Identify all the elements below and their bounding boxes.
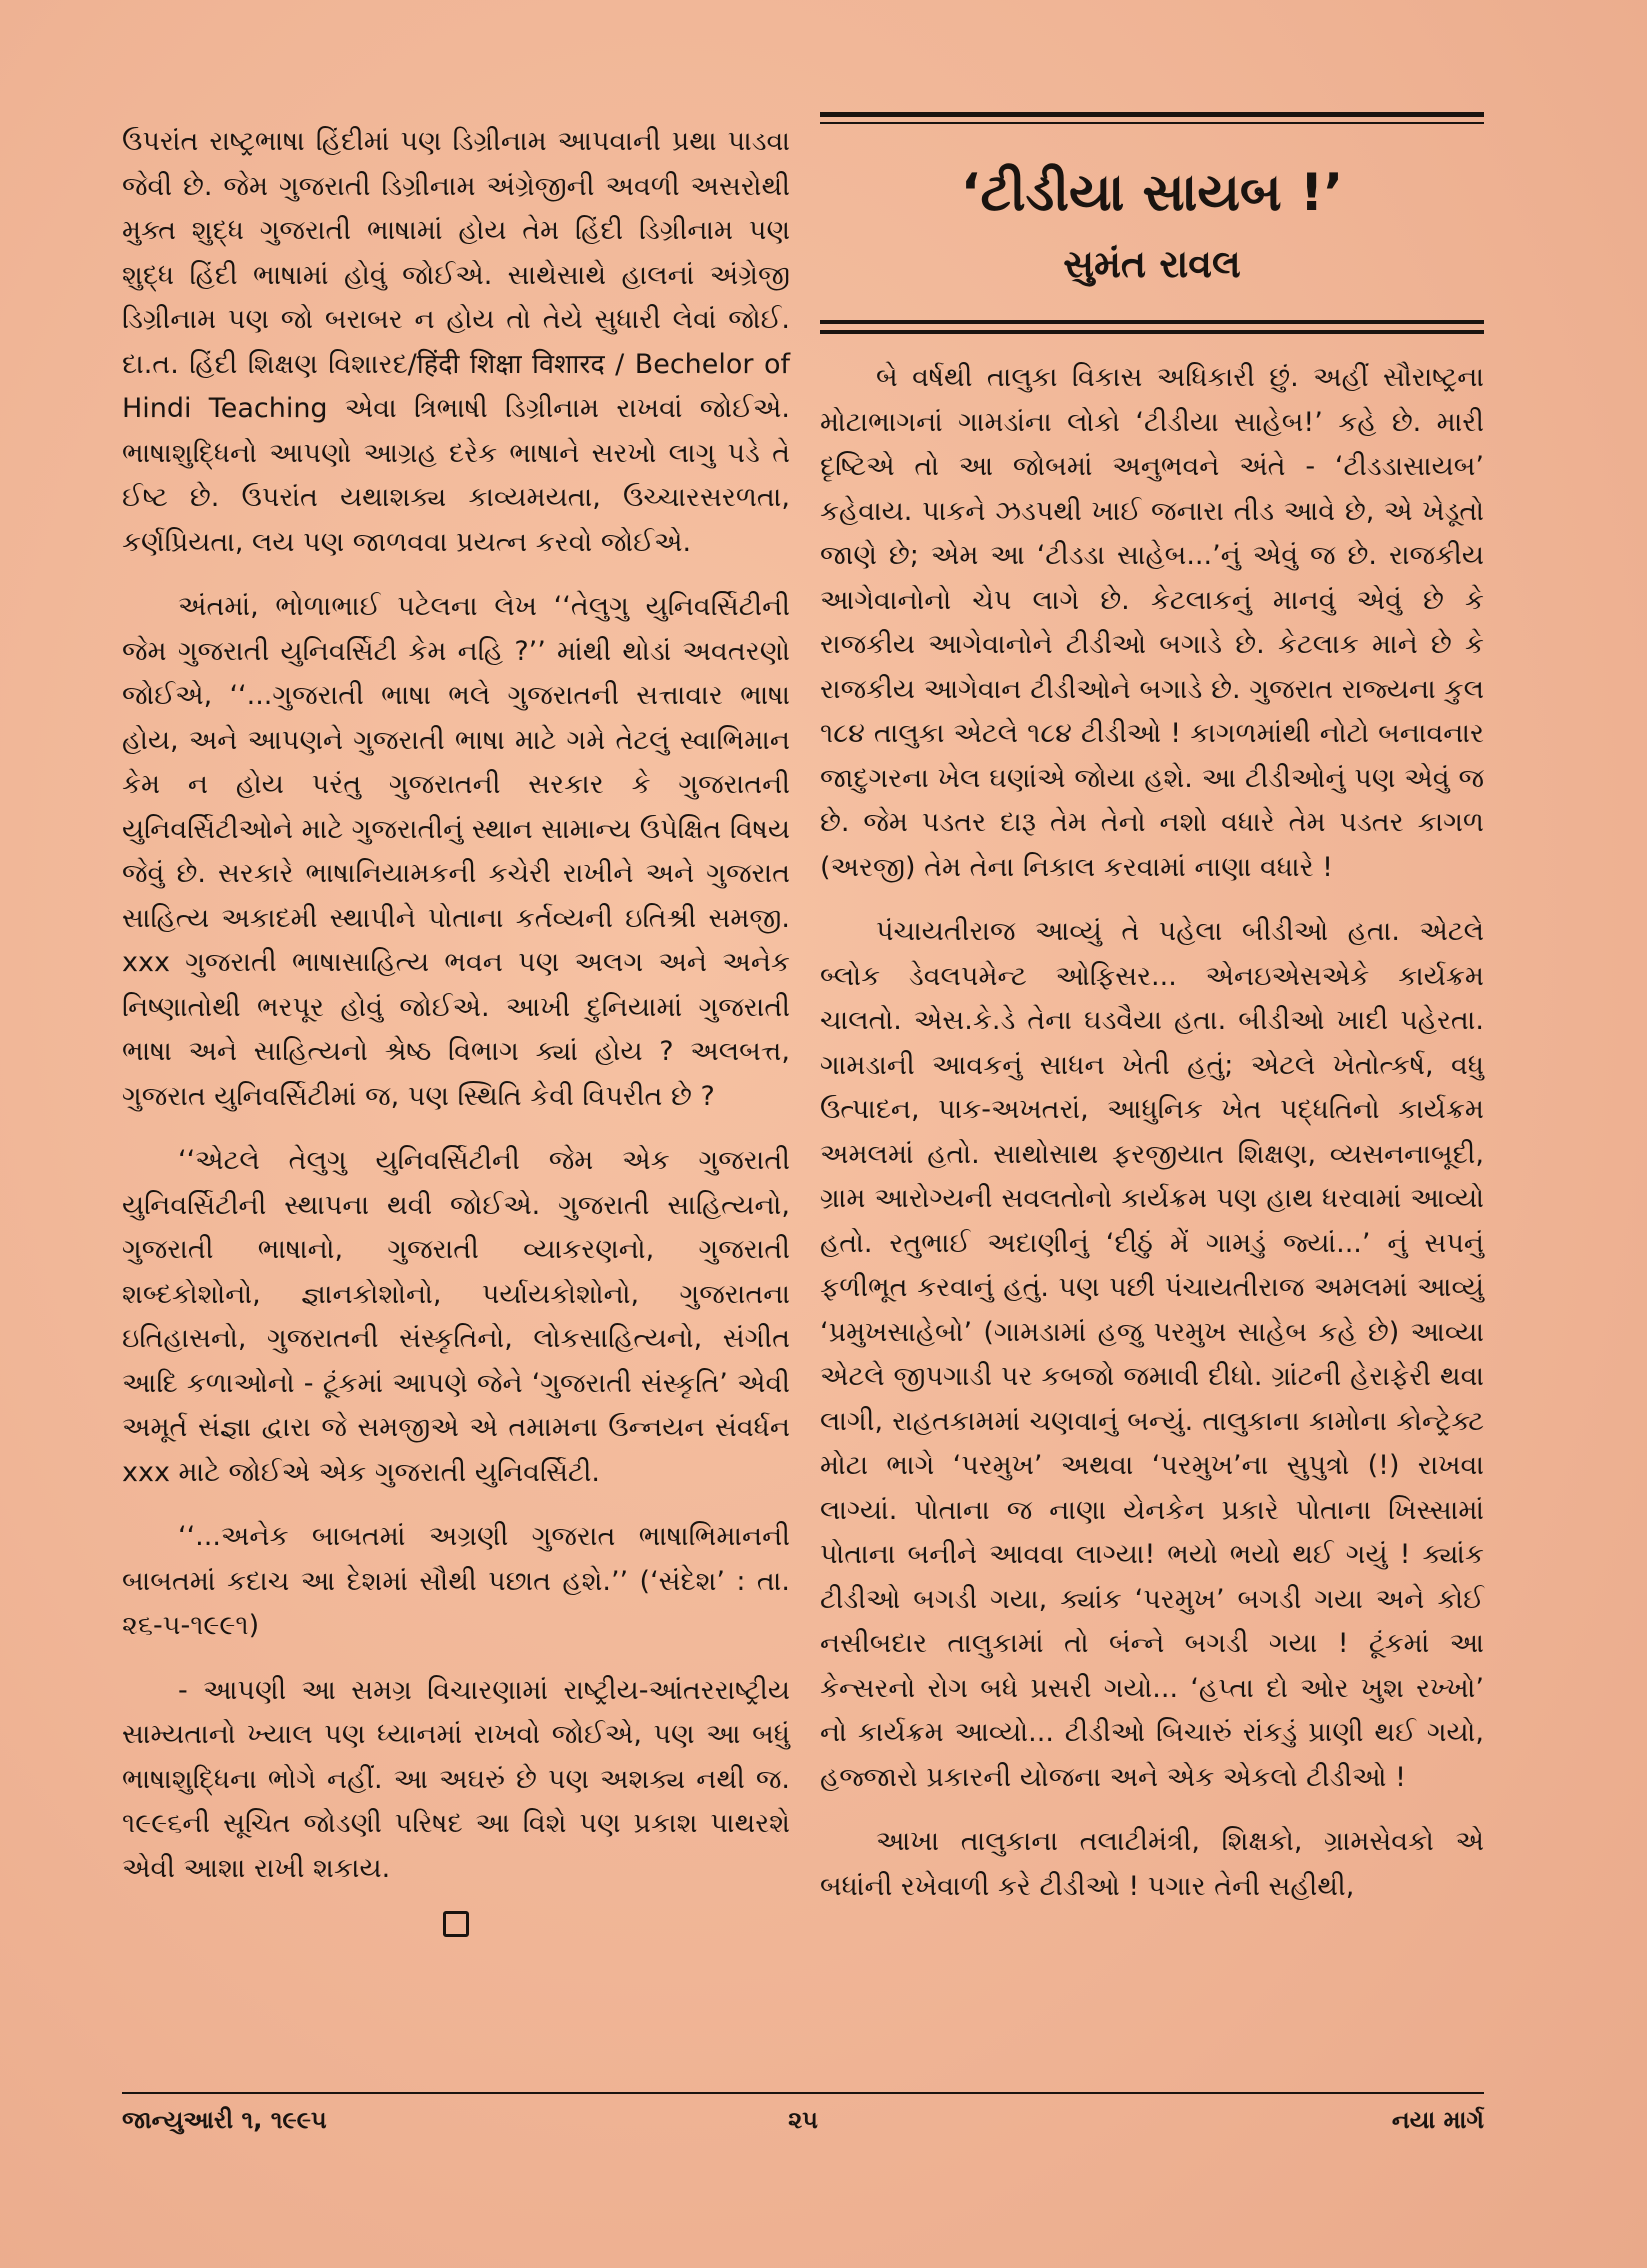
article-author: સુમંત રાવલ xyxy=(1063,242,1241,286)
left-paragraph-5: - આપણી આ સમગ્ર વિચારણામાં રાષ્ટ્રીય-આંતરરાષ્ટ્રીય સામ્યતાનો ખ્યાલ પણ ધ્યાનમાં રાખવો જોઈએ, પણ આ બધું ભાષાશુદ્ધિના ભોગે નહીં. આ અઘરું છે પણ અશક્ય નથી જ. ૧૯૯૬ની સૂચિત જોડણી પરિષદ આ વિશે પણ પ્રકાશ પાથરશે એવી આશા રાખી શકાય. xyxy=(122,1674,790,1884)
article-paragraph-1: બે વર્ષથી તાલુકા વિકાસ અધિકારી છું. અહીં સૌરાષ્ટ્રના મોટાભાગનાં ગામડાંના લોકો ‘ટીડીયા સાહેબ!’ કહે છે. મારી દૃષ્ટિએ તો આ જોબમાં અનુભવને અંતે - ‘ટીડડાસાયબ’ કહેવાય. પાકને ઝડપથી ખાઈ જનારા તીડ આવે છે, એ ખેડૂતો જાણે છે; એમ આ ‘ટીડડા સાહેબ...’નું એવું જ છે. રાજકીય આગેવાનોનો ચેપ લાગે છે. કેટલાકનું માનવું એવું છે કે રાજકીય આગેવાનોને ટીડીઓ બગાડે છે. કેટલાક માને છે કે રાજકીય આગેવાન ટીડીઓને બગાડે છે. ગુજરાત રાજ્યના કુલ ૧૮૪ તાલુકા એટલે ૧૮૪ ટીડીઓ ! કાગળમાંથી નોટો બનાવનાર જાદુગરના ખેલ ઘણાંએ જોયા હશે. આ ટીડીઓનું પણ એવું જ છે. જેમ પડતર દારૂ તેમ તેનો નશો વધારે તેમ પડતર કાગળ (અરજી) તેમ તેના નિકાલ કરવામાં નાણા વધારે ! xyxy=(820,362,1484,883)
left-paragraph-3: ‘‘એટલે તેલુગુ યુનિવર્સિટીની જેમ એક ગુજરાતી યુનિવર્સિટીની સ્થાપના થવી જોઈએ. ગુજરાતી સાહિત્યનો, ગુજરાતી ભાષાનો, ગુજરાતી વ્યાકરણનો, ગુજરાતી શબ્દકોશોનો, જ્ઞાનકોશોનો, પર્યાયકોશોનો, ગુજરાતના ઇતિહાસનો, ગુજરાતની સંસ્કૃતિનો, લોકસાહિત્યનો, સંગીત આદિ કળાઓનો - ટૂંકમાં આપણે જેને ‘ગુજરાતી સંસ્કૃતિ’ એવી અમૂર્ત સંજ્ઞા દ્વારા જે સમજીએ એ તમામના ઉન્નયન સંવર્ધન xxx માટે જોઈએ એક ગુજરાતી યુનિવર્સિટી. xyxy=(122,1145,790,1488)
article-paragraph-3: આખા તાલુકાના તલાટીમંત્રી, શિક્ષકો, ગ્રામસેવકો એ બધાંની રખેવાળી કરે ટીડીઓ ! પગાર તેની સહીથી, xyxy=(820,1826,1484,1902)
left-paragraph-4: ‘‘...અનેક બાબતમાં અગ્રણી ગુજરાત ભાષાભિમાનની બાબતમાં કદાચ આ દેશમાં સૌથી પછાત હશે.’’ (‘સંદેશ’ : તા. ૨૬-૫-૧૯૯૧) xyxy=(122,1521,790,1641)
footer-date: જાન્યુઆરી ૧, ૧૯૯૫ xyxy=(122,2106,327,2134)
left-column xyxy=(122,120,790,1941)
left-paragraph-2: અંતમાં, ભોળાભાઈ પટેલના લેખ ‘‘તેલુગુ યુનિવર્સિટીની જેમ ગુજરાતી યુનિવર્સિટી કેમ નહિ ?’’ માંથી થોડાં અવતરણો જોઈએ, ‘‘...ગુજરાતી ભાષા ભલે ગુજરાતની સત્તાવાર ભાષા હોય, અને આપણને ગુજરાતી ભાષા માટે ગમે તેટલું સ્વાભિમાન કેમ ન હોય પરંતુ ગુજરાતની સરકાર કે ગુજરાતની યુનિવર્સિટીઓને માટે ગુજરાતીનું સ્થાન સામાન્ય ઉપેક્ષિત વિષય જેવું છે. સરકારે ભાષાનિયામકની કચેરી રાખીને અને ગુજરાત સાહિત્ય અકાદમી સ્થાપીને પોતાના કર્તવ્યની ઇતિશ્રી સમજી. xxx ગુજરાતી ભાષાસાહિત્ય ભવન પણ અલગ અને અનેક નિષ્ણાતોથી ભરપૂર હોવું જોઈએ. આખી દુનિયામાં ગુજરાતી ભાષા અને સાહિત્યનો શ્રેષ્ઠ વિભાગ ક્યાં હોય ? અલબત્ત, ગુજરાત યુનિવર્સિટીમાં જ, પણ સ્થિતિ કેવી વિપરીત છે ? xyxy=(122,591,790,1112)
footer-rule xyxy=(122,2092,1484,2094)
left-paragraph-1: ઉપરાંત રાષ્ટ્રભાષા હિંદીમાં પણ ડિગ્રીનામ આપવાની પ્રથા પાડવા જેવી છે. જેમ ગુજરાતી ડિગ્રીનામ અંગ્રેજીની અવળી અસરોથી મુક્ત શુદ્ધ ગુજરાતી ભાષામાં હોય તેમ હિંદી ડિગ્રીનામ પણ શુદ્ધ હિંદી ભાષામાં હોવું જોઈએ. સાથેસાથે હાલનાં અંગ્રેજી ડિગ્રીનામ પણ જો બરાબર ન હોય તો તેયે સુધારી લેવાં જોઈ. દા.ત. હિંદી શિક્ષણ વિશારદ/हिंदी शिक्षा विशारद / Bechelor of Hindi Teaching એવા ત્રિભાષી ડિગ્રીનામ રાખવાં જોઈએ. ભાષાશુદ્ધિનો આપણો આગ્રહ દરેક ભાષાને સરખો લાગુ પડે તે ઈષ્ટ છે. ઉપરાંત યથાશક્ય કાવ્યમયતા, ઉચ્ચારસરળતા, કર્ણપ્રિયતા, લય પણ જાળવવા પ્રયત્ન કરવો જોઈએ. xyxy=(122,126,790,558)
footer-magazine-name: નયા માર્ગ xyxy=(1391,2106,1484,2134)
footer-page-number: ૨૫ xyxy=(788,2106,818,2134)
right-column xyxy=(820,112,1484,1929)
article-paragraph-2: પંચાયતીરાજ આવ્યું તે પહેલા બીડીઓ હતા. એટલે બ્લોક ડેવલપમેન્ટ ઓફિસર... એનઇએસએકે કાર્યક્રમ ચાલતો. એસ.કે.ડે તેના ઘડવૈયા હતા. બીડીઓ ખાદી પહેરતા. ગામડાની આવકનું સાધન ખેતી હતું; એટલે ખેતોત્કર્ષ, વધુ ઉત્પાદન, પાક-અખતરાં, આધુનિક ખેત પદ્ધતિનો કાર્યક્રમ અમલમાં હતો. સાથોસાથ ફરજીયાત શિક્ષણ, વ્યસનનાબૂદી, ગ્રામ આરોગ્યની સવલતોનો કાર્યક્રમ પણ હાથ ધરવામાં આવ્યો હતો. રતુભાઈ અદાણીનું ‘દીઠું મેં ગામડું જ્યાં...’ નું સપનું ફળીભૂત કરવાનું હતું. પણ પછી પંચાયતીરાજ અમલમાં આવ્યું ‘પ્રમુખસાહેબો’ (ગામડામાં હજુ પરમુખ સાહેબ કહે છે) આવ્યા એટલે જીપગાડી પર કબજો જમાવી દીધો. ગ્રાંટની હેરાફેરી થવા લાગી, રાહતકામમાં ચણવાનું બન્યું. તાલુકાના કામોના કોન્ટ્રેક્ટ મોટા ભાગે ‘પરમુખ’ અથવા ‘પરમુખ’ના સુપુત્રો (!) રાખવા લાગ્યાં. પોતાના જ નાણા યેનકેન પ્રકારે પોતાના ખિસ્સામાં પોતાના બનીને આવવા લાગ્યા! ભયો ભયો થઈ ગયું ! ક્યાંક ટીડીઓ બગડી ગયા, ક્યાંક ‘પરમુખ’ બગડી ગયા અને કોઈ નસીબદાર તાલુકામાં તો બંન્ને બગડી ગયા ! ટૂંકમાં આ કેન્સરનો રોગ બધે પ્રસરી ગયો... ‘હપ્તા દો ઓર ખુશ રખ્ખો’ નો કાર્યક્રમ આવ્યો... ટીડીઓ બિચારું રાંકડું પ્રાણી થઈ ગયો, હજ્જારો પ્રકારની યોજના અને એક એકલો ટીડીઓ ! xyxy=(820,916,1484,1793)
article-title: ‘ટીડીયા સાયબ !’ xyxy=(960,163,1344,223)
title-bottom-rule xyxy=(820,320,1484,334)
end-of-article-mark xyxy=(122,1911,790,1941)
square-icon xyxy=(443,1911,469,1937)
title-top-rule xyxy=(820,112,1484,124)
